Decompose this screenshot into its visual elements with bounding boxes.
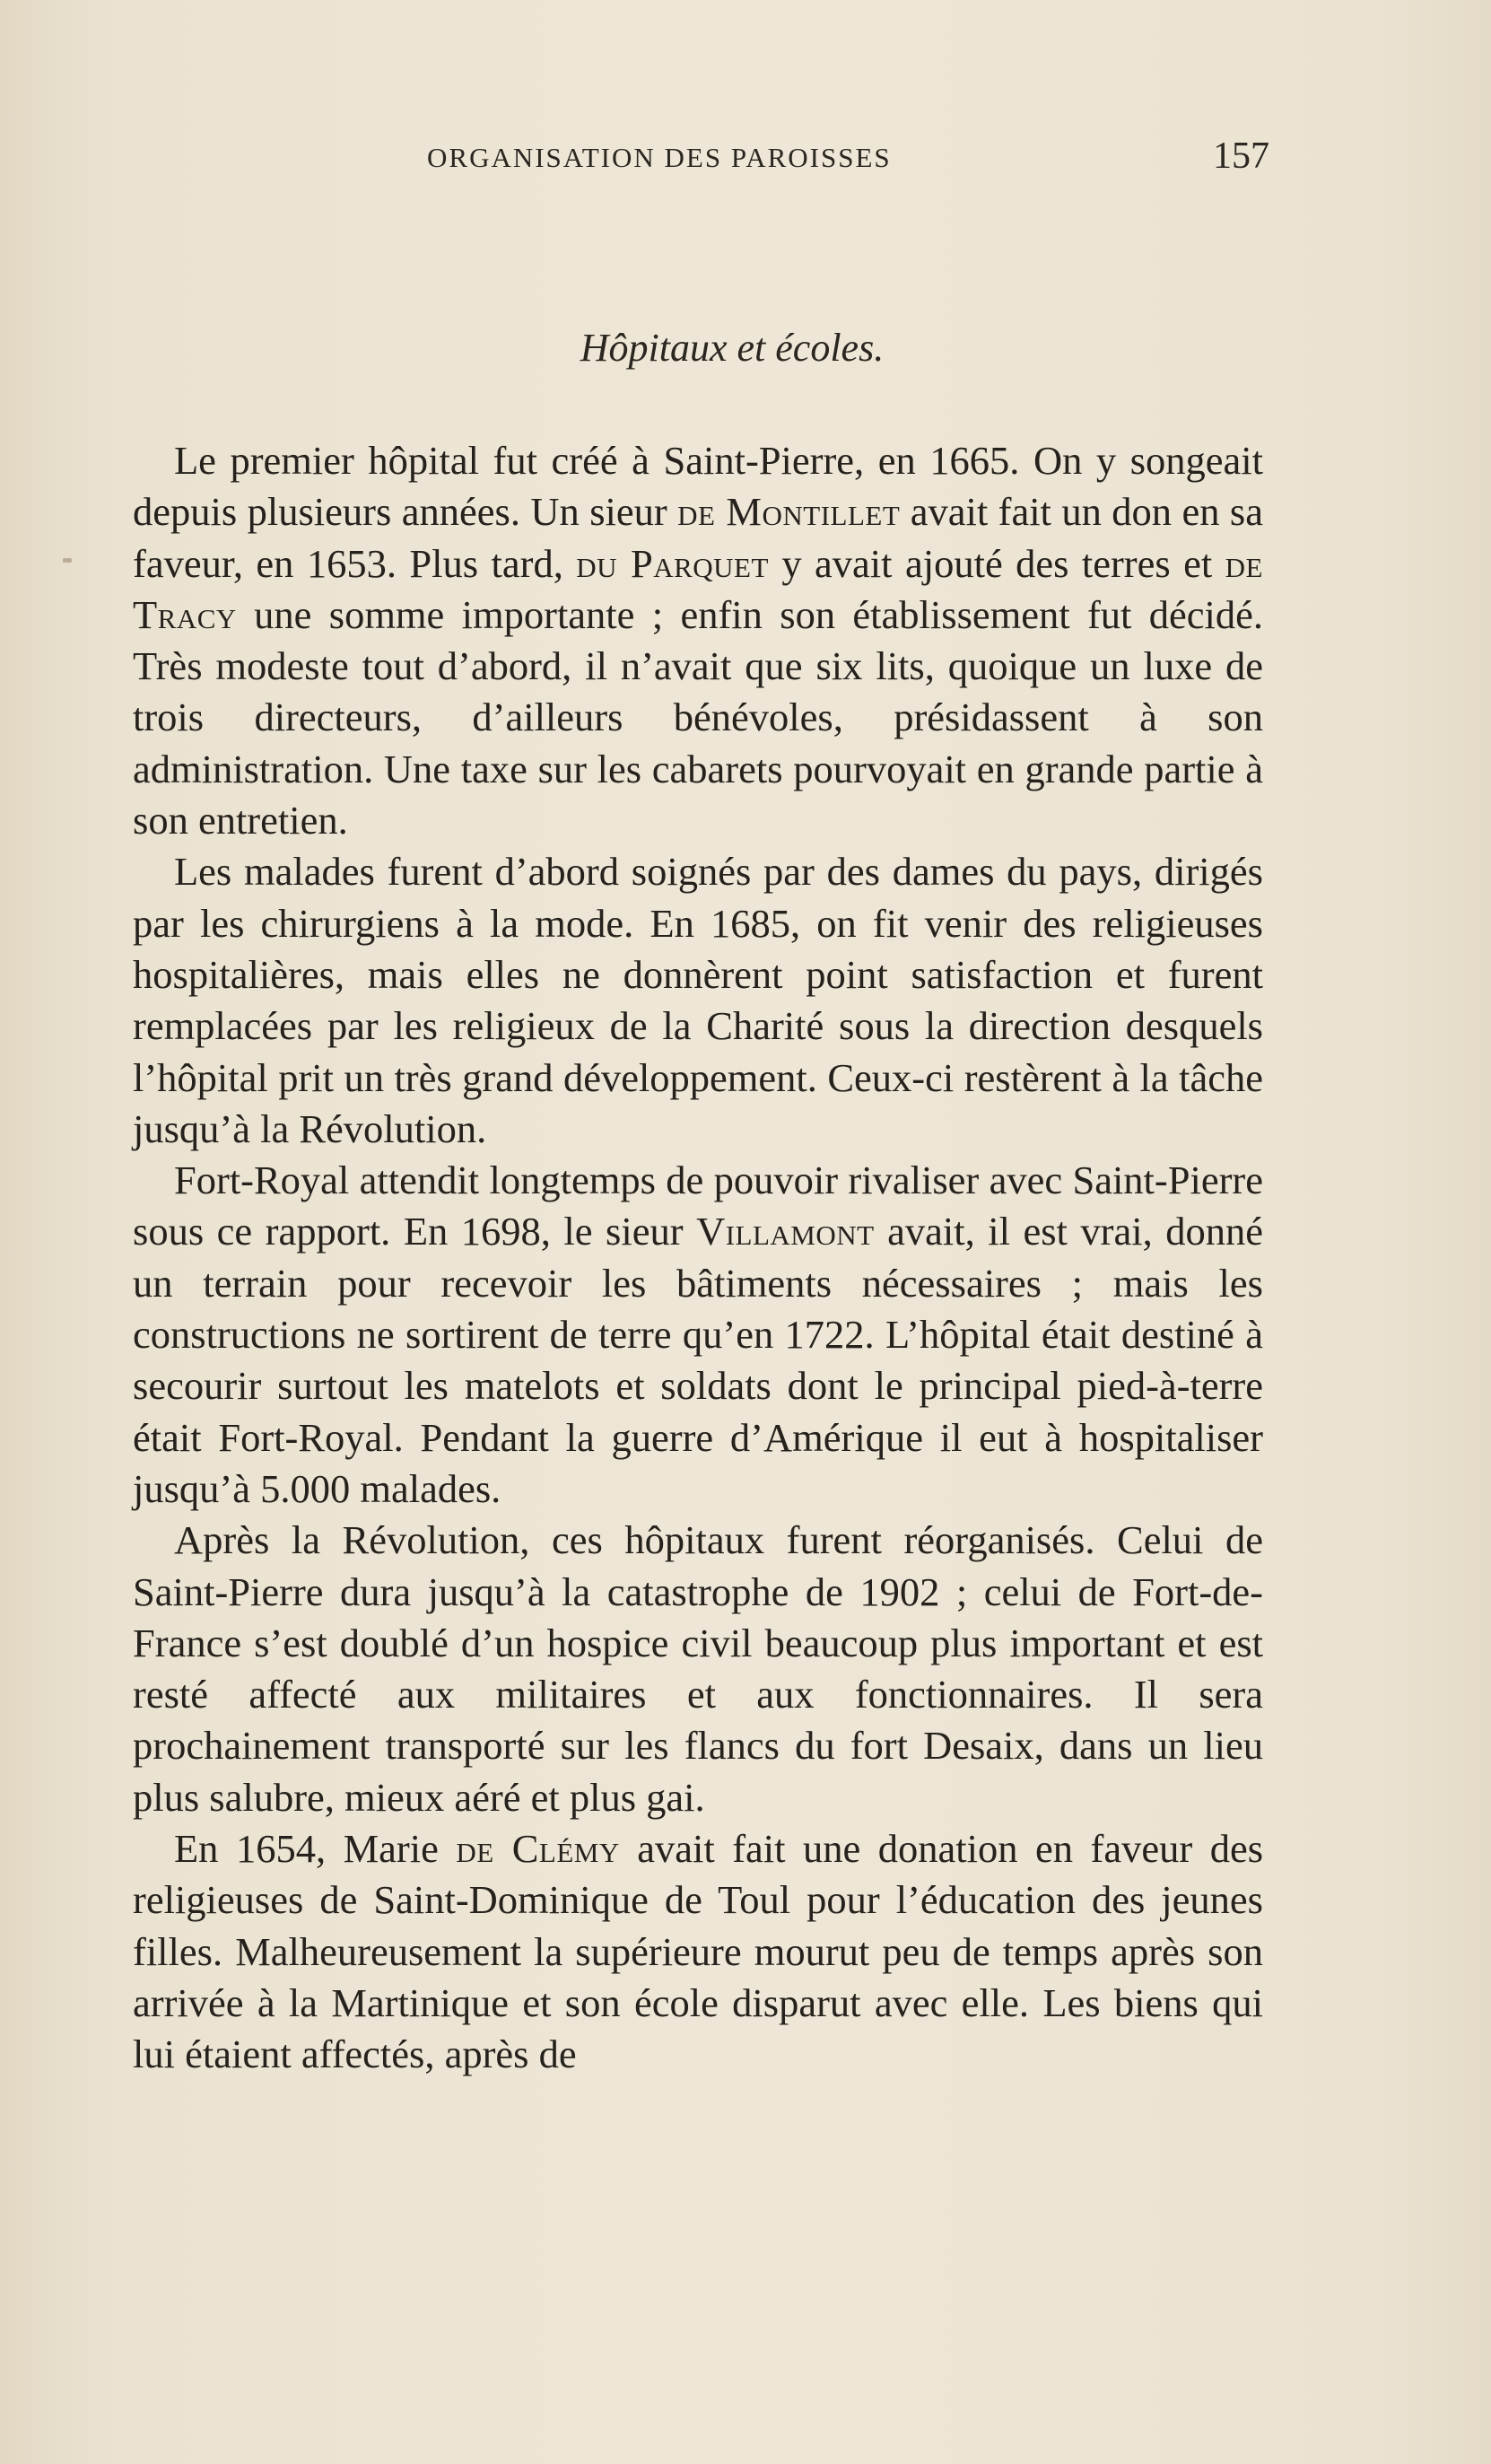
text-run: En 1654, Marie — [174, 1826, 457, 1872]
stray-ink-mark — [63, 558, 72, 563]
person-name: du Parquet — [576, 540, 769, 586]
text-run: y avait ajouté des terres et — [768, 540, 1225, 586]
paragraph-fort-royal — [133, 1155, 1263, 1515]
text-run: Le premier hôpital fut créé à Saint-Pierre, en 1665. On y songeait depuis plusieurs années. Un sieur — [133, 438, 1263, 535]
paragraph-ecoles — [133, 1823, 1263, 2080]
text-run: une somme importante ; enfin son établissement fut décidé. Très modeste tout d’abord, il n’avait que six lits, quoique un luxe de trois directeurs, d’ailleurs bénévoles, présidassent à son administration. Une taxe sur les cabarets pourvoyait en grande partie à son entretien. — [133, 591, 1263, 843]
text-run: avait, il est vrai, donné un terrain pour recevoir les bâtiments nécessaires ; mais les constructions ne sortirent de terre qu’en 1722. L’hôpital était destiné à secourir surtout les matelots et soldats dont le principal pied-à-terre était Fort-Royal. Pendant la guerre d’Amérique il eut à hospitaliser jusqu’à 5.000 malades. — [133, 1209, 1263, 1511]
page-number: 157 — [1213, 135, 1269, 177]
paragraph-hospital-saint-pierre — [133, 435, 1263, 846]
text-run: Les malades furent d’abord soignés par des dames du pays, dirigés par les chirurgiens à la mode. En 1685, on fit venir des religieuses hospitalières, mais elles ne donnèrent point satisfaction et furent remplacées par les religieux de la Charité sous la direction desquels l’hôpital prit un très grand développement. Ceux-ci restèrent à la tâche jusqu’à la Révolution. — [133, 849, 1263, 1151]
body-text — [133, 435, 1263, 2081]
paragraph-malades — [133, 846, 1263, 1155]
running-header — [0, 135, 1491, 179]
text-run: avait fait un don en sa faveur, en 1653. Plus tard, — [133, 489, 1263, 586]
person-name: de Tracy — [133, 540, 1263, 637]
text-run: Après la Révolution, ces hôpitaux furent réorganisés. Celui de Saint-Pierre dura jusqu’à la catastrophe de 1902 ; celui de Fort-de-France s’est doublé d’un hospice civil beaucoup plus important et est resté affecté aux militaires et aux fonctionnaires. Il sera prochainement transporté sur les flancs du fort Desaix, dans un lieu plus salubre, mieux aéré et plus gai. — [133, 1517, 1263, 1820]
person-name: de Clémy — [456, 1826, 620, 1872]
person-name: Villamont — [696, 1209, 875, 1254]
running-title: ORGANISATION DES PAROISSES — [427, 142, 892, 173]
person-name: de Montillet — [677, 489, 901, 535]
paragraph-apres-revolution — [133, 1515, 1263, 1823]
text-run: avait fait une donation en faveur des religieuses de Saint-Dominique de Toul pour l’éducation des jeunes filles. Malheureusement la supérieure mourut peu de temps après son arrivée à la Martinique et son école disparut avec elle. Les biens qui lui étaient affectés, après de — [133, 1826, 1264, 2077]
section-title: Hôpitaux et écoles. — [580, 326, 885, 370]
text-run: Fort-Royal attendit longtemps de pouvoir rivaliser avec Saint-Pierre sous ce rapport. En 1698, le sieur — [133, 1158, 1263, 1254]
